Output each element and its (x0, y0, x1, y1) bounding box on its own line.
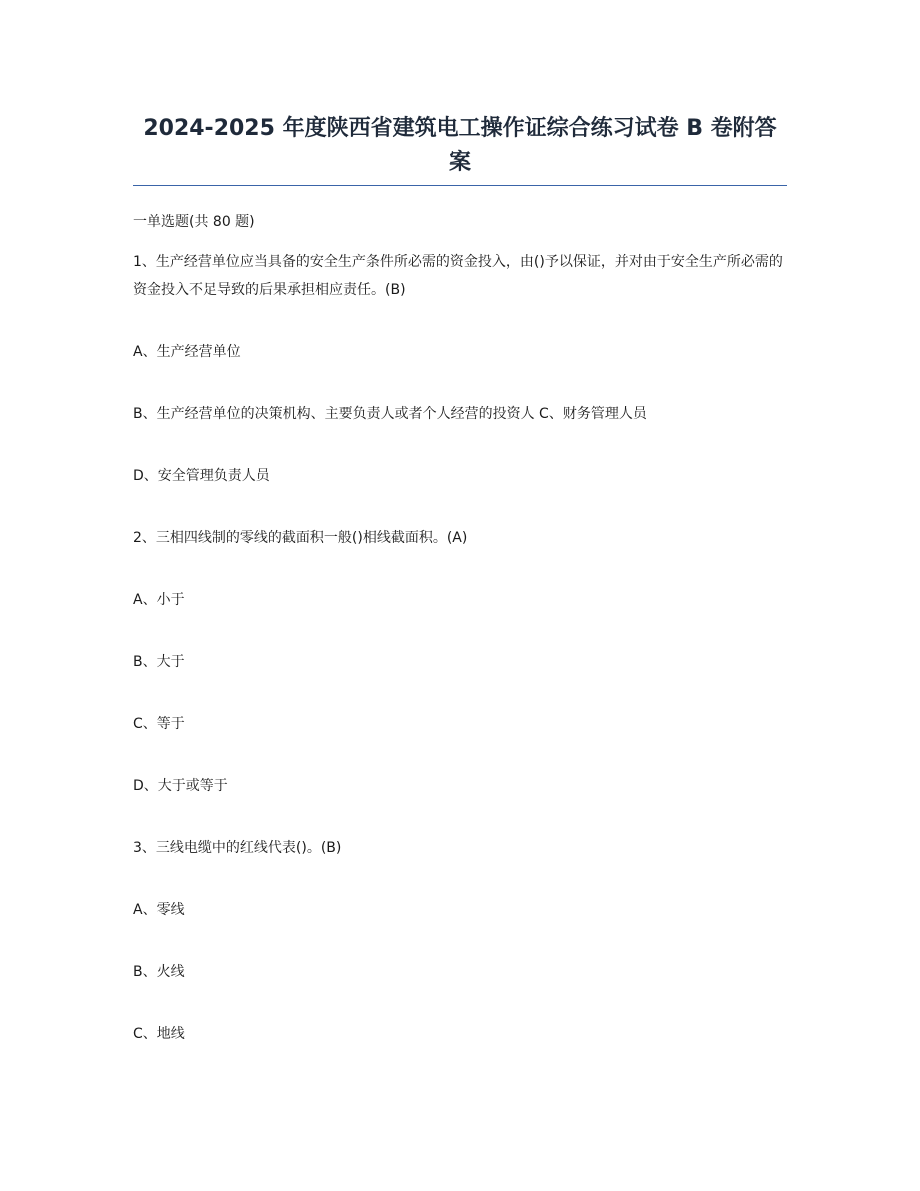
question-text: 2、三相四线制的零线的截面积一般()相线截面积。(A) (133, 530, 468, 546)
document-header (133, 112, 787, 180)
option-item: B、大于 (133, 654, 185, 670)
option-item: A、生产经营单位 (133, 344, 241, 360)
question-block (133, 524, 787, 834)
option-item: A、小于 (133, 592, 185, 608)
title-divider (133, 185, 787, 186)
option-item: D、安全管理负责人员 (133, 468, 270, 484)
document-body (133, 208, 787, 1048)
option-item: B、生产经营单位的决策机构、主要负责人或者个人经营的投资人 C、财务管理人员 (133, 406, 647, 422)
question-block (133, 834, 787, 1048)
option-item: A、零线 (133, 902, 185, 918)
question-text: 1、生产经营单位应当具备的安全生产条件所必需的资金投入，由()予以保证，并对由于安全生产所必需的资金投入不足导致的后果承担相应责任。(B) (133, 254, 783, 298)
option-item: C、地线 (133, 1026, 185, 1042)
option-item: D、大于或等于 (133, 778, 228, 794)
question-text: 3、三线电缆中的红线代表()。(B) (133, 840, 342, 856)
option-item: B、火线 (133, 964, 185, 980)
document-title: 2024-2025 年度陕西省建筑电工操作证综合练习试卷 B 卷附答案 (143, 116, 777, 175)
option-item: C、等于 (133, 716, 185, 732)
section-heading: 一单选题(共 80 题) (133, 214, 255, 230)
question-block (133, 248, 787, 524)
